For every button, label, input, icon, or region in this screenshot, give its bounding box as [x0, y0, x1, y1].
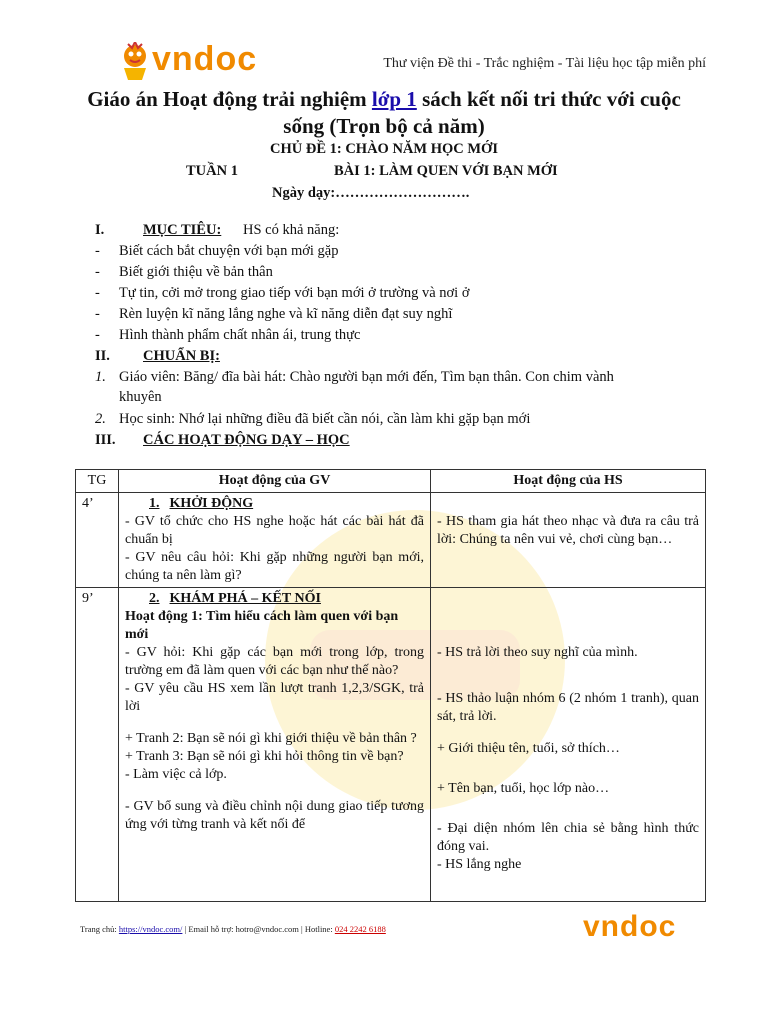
row1-gv — [119, 493, 431, 588]
footer-logo[interactable]: vndoc — [583, 910, 677, 943]
header-hs: Hoạt động của HS — [431, 470, 706, 493]
row2-time: 9’ — [76, 588, 119, 902]
header-tg: TG — [76, 470, 119, 493]
row1-hs-text: - HS tham gia hát theo nhạc và đưa ra câu trả lời: Chúng ta nên vui vẻ, chơi cùng bạn… — [437, 514, 699, 547]
table-header-row — [76, 470, 706, 493]
title-suffix: sách kết nối tri thức với cuộc — [416, 87, 681, 111]
row2-hs-text: + Giới thiệu tên, tuổi, sở thích… — [437, 741, 620, 756]
row1-gv-text: - GV tổ chức cho HS nghe hoặc hát các bài hát đã chuẩn bị — [125, 514, 424, 547]
row1-section-heading: 1. KHỞI ĐỘNG — [149, 496, 254, 511]
footer-email: | Email hỗ trợ: hotro@vndoc.com | Hotline: — [182, 924, 335, 934]
site-tagline: Thư viện Đề thi - Trắc nghiệm - Tài liệu học tập miễn phí — [383, 56, 706, 71]
vndoc-logo[interactable] — [118, 42, 268, 86]
section-3-title: CÁC HOẠT ĐỘNG DẠY – HỌC — [143, 432, 350, 448]
lesson-label: BÀI 1: LÀM QUEN VỚI BẠN MỚI — [334, 163, 558, 179]
section-1-number: I. — [95, 222, 105, 238]
logo-text: vndoc — [152, 40, 258, 78]
row1-time: 4’ — [76, 493, 119, 588]
row2-gv-text: - Làm việc cả lớp. — [125, 767, 227, 782]
activities-table — [75, 469, 706, 902]
title-prefix: Giáo án Hoạt động trải nghiệm — [87, 87, 372, 111]
row2-hs — [431, 588, 706, 902]
row2-gv — [119, 588, 431, 902]
header-gv: Hoạt động của GV — [119, 470, 431, 493]
section-3-number: III. — [95, 432, 116, 448]
grade-link[interactable]: lớp 1 — [371, 87, 417, 111]
row1-gv-text: - GV nêu câu hỏi: Khi gặp những người bạn mới, chúng ta nên làm gì? — [125, 550, 424, 583]
footer-hotline[interactable]: 024 2242 6188 — [334, 924, 386, 934]
row2-gv-text: + Tranh 3: Bạn sẽ nói gì khi hỏi thông tin về bạn? — [125, 749, 404, 764]
mascot-icon — [118, 42, 152, 82]
week-label: TUẦN 1 — [186, 163, 238, 179]
teaching-date: Ngày dạy:………………………. — [272, 185, 470, 201]
row2-hs-text: - HS lắng nghe — [437, 857, 522, 872]
row2-hs-text: - HS trả lời theo suy nghĩ của mình. — [437, 645, 638, 660]
row2-gv-text: - GV yêu cầu HS xem lần lượt tranh 1,2,3/SGK, trả lời — [125, 681, 424, 714]
section-2-title: CHUẨN BỊ: — [143, 348, 220, 364]
page-footer — [80, 924, 386, 934]
section-1-title: MỤC TIÊU: — [143, 222, 222, 238]
row2-gv-text: - GV bổ sung và điều chỉnh nội dung giao tiếp tương ứng với từng tranh và kết nối để — [125, 799, 424, 832]
document-title — [40, 86, 728, 140]
footer-home-link[interactable]: https://vndoc.com/ — [118, 924, 183, 934]
row2-hs-text: - Đại diện nhóm lên chia sẻ bằng hình thức đóng vai. — [437, 821, 699, 854]
row2-section-heading: 2. KHÁM PHÁ – KẾT NỐI — [149, 591, 321, 606]
row2-gv-text: - GV hỏi: Khi gặp các bạn mới trong lớp, trong trường em đã làm quen với các bạn như thế nào? — [125, 645, 424, 678]
section-1-intro: HS có khả năng: — [243, 222, 340, 238]
row1-hs — [431, 493, 706, 588]
footer-home-label: Trang chủ: — [80, 924, 119, 934]
table-row — [76, 493, 706, 588]
row2-hs-text: - HS thảo luận nhóm 6 (2 nhóm 1 tranh), quan sát, trả lời. — [437, 691, 699, 724]
table-row — [76, 588, 706, 902]
row2-activity-title: Hoạt động 1: Tìm hiểu cách làm quen với bạn mới — [125, 609, 399, 642]
title-line2: sống (Trọn bộ cả năm) — [283, 114, 485, 138]
row2-gv-text: + Tranh 2: Bạn sẽ nói gì khi giới thiệu về bản thân ? — [125, 731, 417, 746]
section-2-number: II. — [95, 348, 110, 364]
row2-hs-text: + Tên bạn, tuổi, học lớp nào… — [437, 781, 610, 796]
topic-heading: CHỦ ĐỀ 1: CHÀO NĂM HỌC MỚI — [270, 141, 498, 157]
